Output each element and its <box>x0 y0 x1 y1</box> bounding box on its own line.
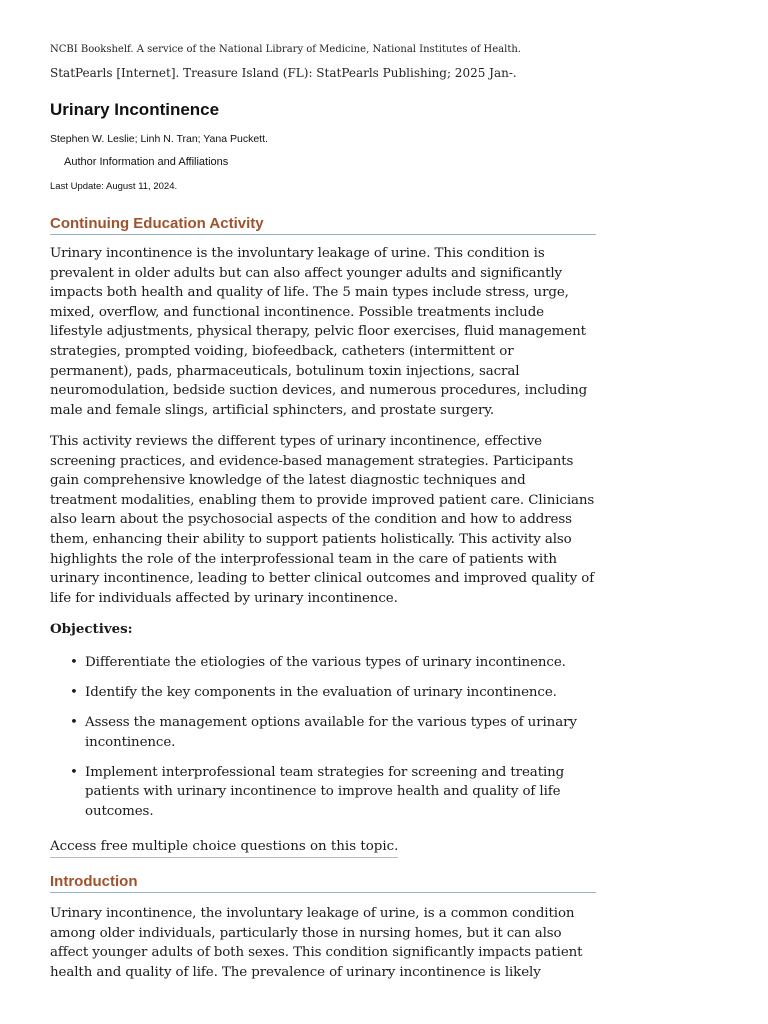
list-item <box>70 713 596 752</box>
objectives-list <box>50 653 596 832</box>
objective-text: Identify the key components in the evaluation of urinary incontinence. <box>85 684 557 700</box>
citation-line: StatPearls [Internet]. Treasure Island (FL): StatPearls Publishing; 2025 Jan-. <box>50 66 517 80</box>
bullet-icon: • <box>70 684 78 700</box>
body-paragraph: This activity reviews the different types of urinary incontinence, effective screening practices, and evidence-based management strategies. Participants gain comprehensive knowledge of the latest diagnostic techniques and treatment modalities, enabling them to provide improved patient care. Clinicians also learn about the psychosocial aspects of the condition and how to address them, enhancing their ability to support patients holistically. This activity also highlights the role of the interprofessional team in the care of patients with urinary incontinence, leading to better clinical outcomes and improved quality of life for individuals affected by urinary incontinence. <box>50 434 595 606</box>
list-item <box>70 653 596 673</box>
author-affiliations-link[interactable]: Author Information and Affiliations <box>64 156 229 168</box>
section-heading-continuing-education: Continuing Education Activity <box>50 215 596 235</box>
mcq-link[interactable]: Access free multiple choice questions on this topic. <box>50 837 398 858</box>
objective-text: Differentiate the etiologies of the various types of urinary incontinence. <box>85 655 566 670</box>
ncbi-bookshelf-line: NCBI Bookshelf. A service of the National Library of Medicine, National Institutes of Health. <box>50 44 521 55</box>
last-update-date: Last Update: August 11, 2024. <box>50 181 178 192</box>
page-title: Urinary Incontinence <box>50 100 220 119</box>
body-paragraph: Urinary incontinence, the involuntary leakage of urine, is a common condition among older individuals, particularly those in nursing homes, but it can also affect younger adults of both sexes. This condition significantly impacts patient health and quality of life. The prevalence of urinary incontinence is likely <box>50 906 583 980</box>
list-item <box>70 683 596 703</box>
body-paragraph: Urinary incontinence is the involuntary leakage of urine. This condition is prevalent in older adults but can also affect younger adults and significantly impacts both health and quality of life. The 5 main types include stress, urge, mixed, overflow, and functional incontinence. Possible treatments include lifestyle adjustments, physical therapy, pelvic floor exercises, fluid management strategies, prompted voiding, biofeedback, catheters (intermittent or permanent), pads, pharmaceuticals, botulinum toxin injections, sacral neuromodulation, bedside suction devices, and numerous procedures, including male and female slings, artificial sphincters, and prostate surgery. <box>50 246 588 418</box>
objective-text: Implement interprofessional team strategies for screening and treating patients with urinary incontinence to improve health and quality of life outcomes. <box>85 764 565 819</box>
bullet-icon: • <box>70 655 78 670</box>
bullet-icon: • <box>70 714 78 730</box>
objectives-label: Objectives: <box>50 621 133 637</box>
objective-text: Assess the management options available for the various types of urinary incontinence. <box>85 714 577 750</box>
section-heading-introduction: Introduction <box>50 873 596 893</box>
list-item <box>70 763 596 822</box>
author-list: Stephen W. Leslie; Linh N. Tran; Yana Puckett. <box>50 133 268 145</box>
bullet-icon: • <box>70 764 78 780</box>
